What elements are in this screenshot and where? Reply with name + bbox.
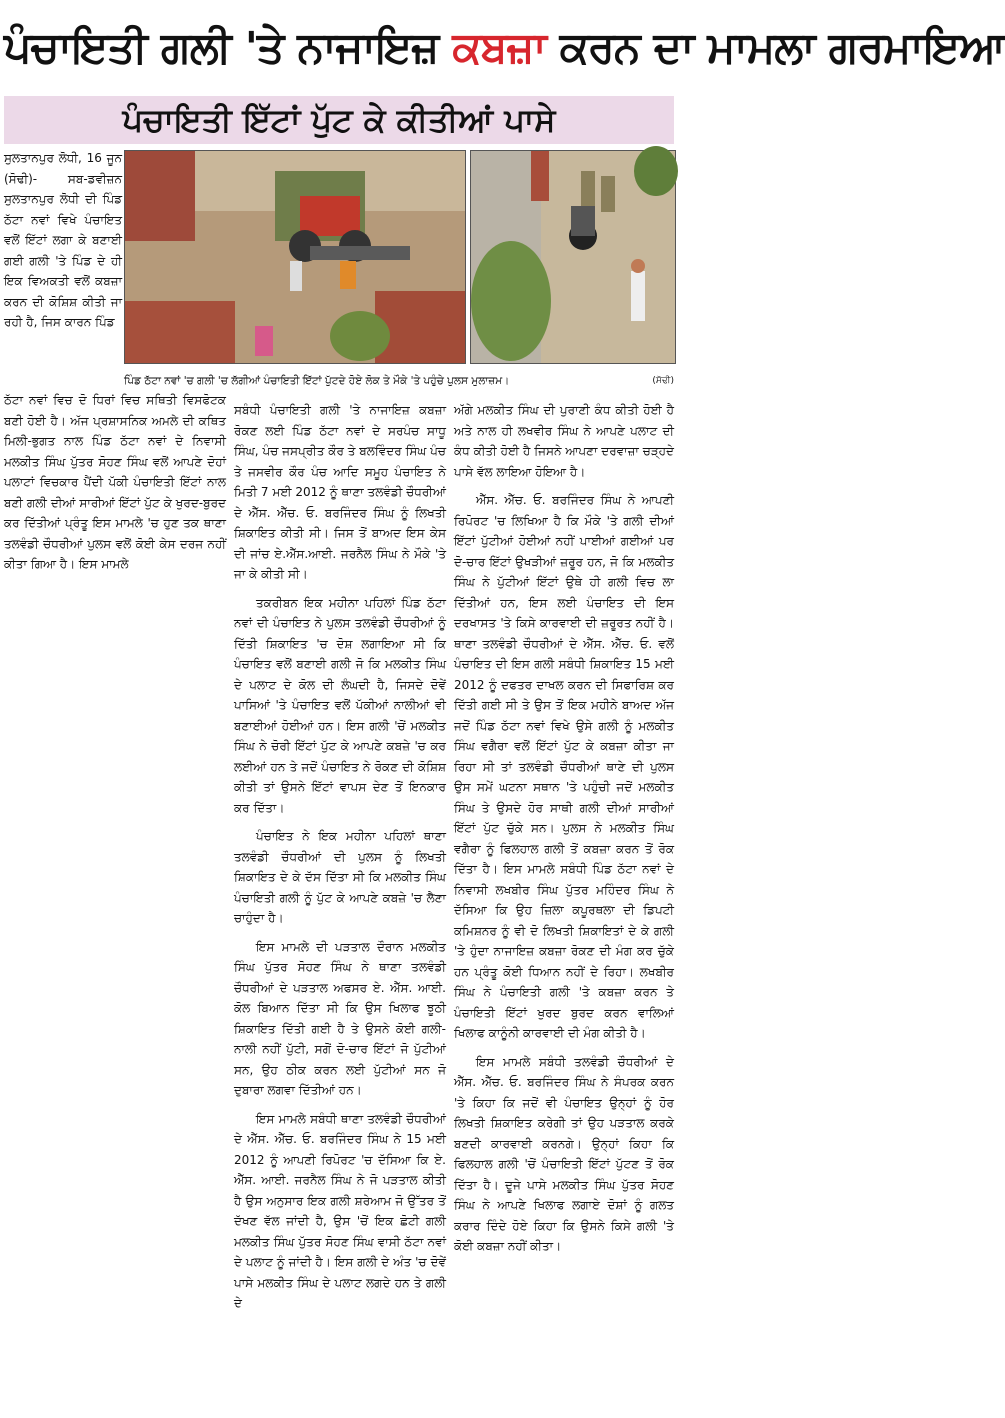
- article-paragraph: ਸੁਲਤਾਨਪੁਰ ਲੋਧੀ, 16 ਜੂਨ (ਸੋਢੀ)- ਸਬ-ਡਵੀਜ਼ਨ ਸੁਲਤਾਨਪੁਰ ਲੋਧੀ ਦੀ ਪਿੰਡ ਠੱਟਾ ਨਵਾਂ ਵਿਖੇ ਪੰਚਾਇਤ ਵਲੋਂ ਇੱਟਾਂ ਲਗਾ ਕੇ ਬਣਾਈ ਗਈ ਗਲੀ 'ਤੇ ਪਿੰਡ ਦੇ ਹੀ ਇਕ ਵਿਅਕਤੀ ਵਲੋਂ ਕਬਜ਼ਾ ਕਰਨ ਦੀ ਕੋਸ਼ਿਸ਼ ਕੀਤੀ ਜਾ ਰਹੀ ਹੈ, ਜਿਸ ਕਾਰਨ ਪਿੰਡ: [4, 151, 122, 329]
- photo-illustration: [125, 151, 465, 363]
- article-paragraph: ਸਬੰਧੀ ਪੰਚਾਇਤੀ ਗਲੀ 'ਤੇ ਨਾਜਾਇਜ਼ ਕਬਜ਼ਾ ਰੋਕਣ ਲਈ ਪਿੰਡ ਠੱਟਾ ਨਵਾਂ ਦੇ ਸਰਪੰਚ ਸਾਧੂ ਸਿੰਘ, ਪੰਚ ਜਸਪ੍ਰੀਤ ਕੌਰ ਤੇ ਬਲਵਿੰਦਰ ਸਿੰਘ ਪੰਚ ਤੇ ਜਸਵੀਰ ਕੌਰ ਪੰਚ ਆਦਿ ਸਮੂਹ ਪੰਚਾਇਤ ਨੇ ਮਿਤੀ 7 ਮਈ 2012 ਨੂੰ ਥਾਣਾ ਤਲਵੰਡੀ ਚੌਧਰੀਆਂ ਦੇ ਐੱਸ. ਐੱਚ. ਓ. ਬਰਜਿੰਦਰ ਸਿੰਘ ਨੂੰ ਲਿਖਤੀ ਸ਼ਿਕਾਇਤ ਕੀਤੀ ਸੀ। ਜਿਸ ਤੋਂ ਬਾਅਦ ਇਸ ਕੇਸ ਦੀ ਜਾਂਚ ਏ.ਐੱਸ.ਆਈ. ਜਰਨੈਲ ਸਿੰਘ ਨੇ ਮੌਕੇ 'ਤੇ ਜਾ ਕੇ ਕੀਤੀ ਸੀ।: [234, 403, 446, 581]
- headline-part1: ਪੰਚਾਇਤੀ ਗਲੀ 'ਤੇ ਨਾਜਾਇਜ਼: [4, 23, 453, 73]
- article-column-4: [454, 400, 674, 1410]
- article-paragraph: ਠੱਟਾ ਨਵਾਂ ਵਿਚ ਦੋ ਧਿਰਾਂ ਵਿਚ ਸਥਿਤੀ ਵਿਸਫੋਟਕ ਬਣੀ ਹੋਈ ਹੈ। ਅੱਜ ਪ੍ਰਸ਼ਾਸਨਿਕ ਅਮਲੇ ਦੀ ਕਥਿਤ ਮਿਲੀ-ਭੁਗਤ ਨਾਲ ਪਿੰਡ ਠੱਟਾ ਨਵਾਂ ਦੇ ਨਿਵਾਸੀ ਮਲਕੀਤ ਸਿੰਘ ਪੁੱਤਰ ਸੋਹਣ ਸਿੰਘ ਵਲੋਂ ਆਪਣੇ ਦੋਹਾਂ ਪਲਾਟਾਂ ਵਿਚਕਾਰ ਪੈਂਦੀ ਪੱਕੀ ਪੰਚਾਇਤੀ ਇੱਟਾਂ ਨਾਲ ਬਣੀ ਗਲੀ ਦੀਆਂ ਸਾਰੀਆਂ ਇੱਟਾਂ ਪੁੱਟ ਕੇ ਖੁਰਦ-ਬੁਰਦ ਕਰ ਦਿੱਤੀਆਂ ਪ੍ਰੰਤੂ ਇਸ ਮਾਮਲੇ 'ਚ ਹੁਣ ਤਕ ਥਾਣਾ ਤਲਵੰਡੀ ਚੌਧਰੀਆਂ ਪੁਲਸ ਵਲੋਂ ਕੋਈ ਕੇਸ ਦਰਜ ਨਹੀਂ ਕੀਤਾ ਗਿਆ ਹੈ। ਇਸ ਮਾਮਲੇ: [4, 393, 226, 571]
- article-paragraph: ਪੰਚਾਇਤ ਨੇ ਇਕ ਮਹੀਨਾ ਪਹਿਲਾਂ ਥਾਣਾ ਤਲਵੰਡੀ ਚੌਧਰੀਆਂ ਦੀ ਪੁਲਸ ਨੂੰ ਲਿਖਤੀ ਸ਼ਿਕਾਇਤ ਦੇ ਕੇ ਦੱਸ ਦਿੱਤਾ ਸੀ ਕਿ ਮਲਕੀਤ ਸਿੰਘ ਪੰਚਾਇਤੀ ਗਲੀ ਨੂੰ ਪੁੱਟ ਕੇ ਆਪਣੇ ਕਬਜ਼ੇ 'ਚ ਲੈਣਾ ਚਾਹੁੰਦਾ ਹੈ।: [234, 829, 446, 925]
- headline-part2: ਕਰਨ ਦਾ ਮਾਮਲਾ ਗਰਮਾਇਆ: [545, 23, 1005, 73]
- photo-illustration: [471, 151, 675, 363]
- photo-caption: [124, 372, 674, 390]
- article-paragraph: ਇਸ ਮਾਮਲੇ ਦੀ ਪੜਤਾਲ ਦੌਰਾਨ ਮਲਕੀਤ ਸਿੰਘ ਪੁੱਤਰ ਸੋਹਣ ਸਿੰਘ ਨੇ ਥਾਣਾ ਤਲਵੰਡੀ ਚੌਧਰੀਆਂ ਦੇ ਪੜਤਾਲ ਅਫਸਰ ਏ. ਐੱਸ. ਆਈ. ਕੋਲ ਬਿਆਨ ਦਿੱਤਾ ਸੀ ਕਿ ਉਸ ਖਿਲਾਫ ਝੂਠੀ ਸ਼ਿਕਾਇਤ ਦਿੱਤੀ ਗਈ ਹੈ ਤੇ ਉਸਨੇ ਕੋਈ ਗਲੀ-ਨਾਲੀ ਨਹੀਂ ਪੁੱਟੀ, ਸਗੋਂ ਦੋ-ਚਾਰ ਇੱਟਾਂ ਜੋ ਪੁੱਟੀਆਂ ਸਨ, ਉਹ ਠੀਕ ਕਰਨ ਲਈ ਪੁੱਟੀਆਂ ਸਨ ਜੋ ਦੁਬਾਰਾ ਲਗਵਾ ਦਿੱਤੀਆਂ ਹਨ।: [234, 939, 446, 1097]
- news-photo-police: [470, 150, 676, 364]
- headline-highlight: ਕਬਜ਼ਾ: [452, 23, 546, 73]
- article-paragraph: ਇਸ ਮਾਮਲੇ ਸਬੰਧੀ ਥਾਣਾ ਤਲਵੰਡੀ ਚੌਧਰੀਆਂ ਦੇ ਐੱਸ. ਐੱਚ. ਓ. ਬਰਜਿੰਦਰ ਸਿੰਘ ਨੇ 15 ਮਈ 2012 ਨੂੰ ਆਪਣੀ ਰਿਪੋਰਟ 'ਚ ਦੱਸਿਆ ਕਿ ਏ. ਐੱਸ. ਆਈ. ਜਰਨੈਲ ਸਿੰਘ ਨੇ ਜੋ ਪੜਤਾਲ ਕੀਤੀ ਹੈ ਉਸ ਅਨੁਸਾਰ ਇਕ ਗਲੀ ਸ਼ਰੇਆਮ ਜੋ ਉੱਤਰ ਤੋਂ ਦੱਖਣ ਵੱਲ ਜਾਂਦੀ ਹੈ, ਉਸ 'ਚੋਂ ਇਕ ਛੋਟੀ ਗਲੀ ਮਲਕੀਤ ਸਿੰਘ ਪੁੱਤਰ ਸੋਹਣ ਸਿੰਘ ਵਾਸੀ ਠੱਟਾ ਨਵਾਂ ਦੇ ਪਲਾਟ ਨੂੰ ਜਾਂਦੀ ਹੈ। ਇਸ ਗਲੀ ਦੇ ਅੰਤ 'ਚ ਦੋਵੇਂ ਪਾਸੇ ਮਲਕੀਤ ਸਿੰਘ ਦੇ ਪਲਾਟ ਲਗਦੇ ਹਨ ਤੇ ਗਲੀ ਦੇ: [234, 1111, 446, 1310]
- article-paragraph: ਇਸ ਮਾਮਲੇ ਸਬੰਧੀ ਤਲਵੰਡੀ ਚੌਧਰੀਆਂ ਦੇ ਐੱਸ. ਐੱਚ. ਓ. ਬਰਜਿੰਦਰ ਸਿੰਘ ਨੇ ਸੰਪਰਕ ਕਰਨ 'ਤੇ ਕਿਹਾ ਕਿ ਜਦੋਂ ਵੀ ਪੰਚਾਇਤ ਉਨ੍ਹਾਂ ਨੂੰ ਹੋਰ ਲਿਖਤੀ ਸ਼ਿਕਾਇਤ ਕਰੇਗੀ ਤਾਂ ਉਹ ਪੜਤਾਲ ਕਰਕੇ ਬਣਦੀ ਕਾਰਵਾਈ ਕਰਨਗੇ। ਉਨ੍ਹਾਂ ਕਿਹਾ ਕਿ ਫਿਲਹਾਲ ਗਲੀ 'ਚੋਂ ਪੰਚਾਇਤੀ ਇੱਟਾਂ ਪੁੱਟਣ ਤੋਂ ਰੋਕ ਦਿੱਤਾ ਹੈ। ਦੂਜੇ ਪਾਸੇ ਮਲਕੀਤ ਸਿੰਘ ਪੁੱਤਰ ਸੋਹਣ ਸਿੰਘ ਨੇ ਆਪਣੇ ਖਿਲਾਫ ਲਗਾਏ ਦੋਸ਼ਾਂ ਨੂੰ ਗਲਤ ਕਰਾਰ ਦਿੰਦੇ ਹੋਏ ਕਿਹਾ ਕਿ ਉਸਨੇ ਕਿਸੇ ਗਲੀ 'ਤੇ ਕੋਈ ਕਬਜ਼ਾ ਨਹੀਂ ਕੀਤਾ।: [454, 1054, 674, 1253]
- article-column-1: [4, 148, 122, 388]
- article-column-3: [234, 400, 446, 1410]
- article-paragraph: ਐੱਸ. ਐੱਚ. ਓ. ਬਰਜਿੰਦਰ ਸਿੰਘ ਨੇ ਆਪਣੀ ਰਿਪੋਰਟ 'ਚ ਲਿਖਿਆ ਹੈ ਕਿ ਮੌਕੇ 'ਤੇ ਗਲੀ ਦੀਆਂ ਇੱਟਾਂ ਪੁੱਟੀਆਂ ਹੋਈਆਂ ਨਹੀਂ ਪਾਈਆਂ ਗਈਆਂ ਪਰ ਦੋ-ਚਾਰ ਇੱਟਾਂ ਉਖੜੀਆਂ ਜ਼ਰੂਰ ਹਨ, ਜੋ ਕਿ ਮਲਕੀਤ ਸਿੰਘ ਨੇ ਪੁੱਟੀਆਂ ਇੱਟਾਂ ਉਥੇ ਹੀ ਗਲੀ ਵਿਚ ਲਾ ਦਿੱਤੀਆਂ ਹਨ, ਇਸ ਲਈ ਪੰਚਾਇਤ ਦੀ ਇਸ ਦਰਖਾਸਤ 'ਤੇ ਕਿਸੇ ਕਾਰਵਾਈ ਦੀ ਜ਼ਰੂਰਤ ਨਹੀਂ ਹੈ। ਥਾਣਾ ਤਲਵੰਡੀ ਚੌਧਰੀਆਂ ਦੇ ਐੱਸ. ਐੱਚ. ਓ. ਵਲੋਂ ਪੰਚਾਇਤ ਦੀ ਇਸ ਗਲੀ ਸਬੰਧੀ ਸ਼ਿਕਾਇਤ 15 ਮਈ 2012 ਨੂੰ ਦਫਤਰ ਦਾਖਲ ਕਰਨ ਦੀ ਸਿਫਾਰਿਸ਼ ਕਰ ਦਿੱਤੀ ਗਈ ਸੀ ਤੇ ਉਸ ਤੋਂ ਇਕ ਮਹੀਨੇ ਬਾਅਦ ਅੱਜ ਜਦੋਂ ਪਿੰਡ ਠੱਟਾ ਨਵਾਂ ਵਿਖੇ ਉਸੇ ਗਲੀ ਨੂੰ ਮਲਕੀਤ ਸਿੰਘ ਵਗੈਰਾ ਵਲੋਂ ਇੱਟਾਂ ਪੁੱਟ ਕੇ ਕਬਜ਼ਾ ਕੀਤਾ ਜਾ ਰਿਹਾ ਸੀ ਤਾਂ ਤਲਵੰਡੀ ਚੌਧਰੀਆਂ ਥਾਣੇ ਦੀ ਪੁਲਸ ਉਸ ਸਮੇਂ ਘਟਨਾ ਸਥਾਨ 'ਤੇ ਪਹੁੰਚੀ ਜਦੋਂ ਮਲਕੀਤ ਸਿੰਘ ਤੇ ਉਸਦੇ ਹੋਰ ਸਾਥੀ ਗਲੀ ਦੀਆਂ ਸਾਰੀਆਂ ਇੱਟਾਂ ਪੁੱਟ ਚੁੱਕੇ ਸਨ। ਪੁਲਸ ਨੇ ਮਲਕੀਤ ਸਿੰਘ ਵਗੈਰਾ ਨੂੰ ਫਿਲਹਾਲ ਗਲੀ ਤੋਂ ਕਬਜ਼ਾ ਕਰਨ ਤੋਂ ਰੋਕ ਦਿੱਤਾ ਹੈ। ਇਸ ਮਾਮਲੇ ਸਬੰਧੀ ਪਿੰਡ ਠੱਟਾ ਨਵਾਂ ਦੇ ਨਿਵਾਸੀ ਲਖਬੀਰ ਸਿੰਘ ਪੁੱਤਰ ਮਹਿੰਦਰ ਸਿੰਘ ਨੇ ਦੱਸਿਆ ਕਿ ਉਹ ਜ਼ਿਲਾ ਕਪੂਰਥਲਾ ਦੀ ਡਿਪਟੀ ਕਮਿਸ਼ਨਰ ਨੂੰ ਵੀ ਦੋ ਲਿਖਤੀ ਸ਼ਿਕਾਇਤਾਂ ਦੇ ਕੇ ਗਲੀ 'ਤੇ ਹੁੰਦਾ ਨਾਜਾਇਜ਼ ਕਬਜ਼ਾ ਰੋਕਣ ਦੀ ਮੰਗ ਕਰ ਚੁੱਕੇ ਹਨ ਪ੍ਰੰਤੂ ਕੋਈ ਧਿਆਨ ਨਹੀਂ ਦੇ ਰਿਹਾ। ਲਖਬੀਰ ਸਿੰਘ ਨੇ ਪੰਚਾਇਤੀ ਗਲੀ 'ਤੇ ਕਬਜ਼ਾ ਕਰਨ ਤੇ ਪੰਚਾਇਤੀ ਇੱਟਾਂ ਖੁਰਦ ਬੁਰਦ ਕਰਨ ਵਾਲਿਆਂ ਖਿਲਾਫ ਕਾਨੂੰਨੀ ਕਾਰਵਾਈ ਦੀ ਮੰਗ ਕੀਤੀ ਹੈ।: [454, 493, 674, 1040]
- news-photo-workers: [124, 150, 466, 364]
- article-paragraph: ਅੱਗੇ ਮਲਕੀਤ ਸਿੰਘ ਦੀ ਪੁਰਾਣੀ ਕੰਧ ਕੀਤੀ ਹੋਈ ਹੈ ਅਤੇ ਨਾਲ ਹੀ ਲਖਵੀਰ ਸਿੰਘ ਨੇ ਆਪਣੇ ਪਲਾਟ ਦੀ ਕੰਧ ਕੀਤੀ ਹੋਈ ਹੈ ਜਿਸਨੇ ਆਪਣਾ ਦਰਵਾਜ਼ਾ ਚੜ੍ਹਦੇ ਪਾਸੇ ਵੱਲ ਲਾਇਆ ਹੋਇਆ ਹੈ।: [454, 403, 674, 479]
- article-column-2: [4, 390, 226, 640]
- subheadline: ਪੰਚਾਇਤੀ ਇੱਟਾਂ ਪੁੱਟ ਕੇ ਕੀਤੀਆਂ ਪਾਸੇ: [4, 96, 674, 144]
- headline: [4, 2, 1005, 94]
- photo-credit: (ਸੋਢੀ): [652, 376, 674, 386]
- photo-caption-text: ਪਿੰਡ ਠੱਟਾ ਨਵਾਂ 'ਚ ਗਲੀ 'ਚ ਲੱਗੀਆਂ ਪੰਚਾਇਤੀ ਇੱਟਾਂ ਪੁੱਟਦੇ ਹੋਏ ਲੋਕ ਤੇ ਮੌਕੇ 'ਤੇ ਪਹੁੰਚੇ ਪੁਲਸ ਮੁਲਾਜ਼ਮ।: [124, 375, 510, 387]
- article-paragraph: ਤਕਰੀਬਨ ਇਕ ਮਹੀਨਾ ਪਹਿਲਾਂ ਪਿੰਡ ਠੱਟਾ ਨਵਾਂ ਦੀ ਪੰਚਾਇਤ ਨੇ ਪੁਲਸ ਤਲਵੰਡੀ ਚੌਧਰੀਆਂ ਨੂੰ ਦਿੱਤੀ ਸ਼ਿਕਾਇਤ 'ਚ ਦੋਸ਼ ਲਗਾਇਆ ਸੀ ਕਿ ਪੰਚਾਇਤ ਵਲੋਂ ਬਣਾਈ ਗਲੀ ਜੋ ਕਿ ਮਲਕੀਤ ਸਿੰਘ ਦੇ ਪਲਾਟ ਦੇ ਕੋਲ ਦੀ ਲੰਘਦੀ ਹੈ, ਜਿਸਦੇ ਦੋਵੇਂ ਪਾਸਿਆਂ 'ਤੇ ਪੰਚਾਇਤ ਵਲੋਂ ਪੱਕੀਆਂ ਨਾਲੀਆਂ ਵੀ ਬਣਾਈਆਂ ਹੋਈਆਂ ਹਨ। ਇਸ ਗਲੀ 'ਚੋਂ ਮਲਕੀਤ ਸਿੰਘ ਨੇ ਚੋਰੀ ਇੱਟਾਂ ਪੁੱਟ ਕੇ ਆਪਣੇ ਕਬਜ਼ੇ 'ਚ ਕਰ ਲਈਆਂ ਹਨ ਤੇ ਜਦੋਂ ਪੰਚਾਇਤ ਨੇ ਰੋਕਣ ਦੀ ਕੋਸ਼ਿਸ਼ ਕੀਤੀ ਤਾਂ ਉਸਨੇ ਇੱਟਾਂ ਵਾਪਸ ਦੇਣ ਤੋਂ ਇਨਕਾਰ ਕਰ ਦਿੱਤਾ।: [234, 595, 446, 815]
